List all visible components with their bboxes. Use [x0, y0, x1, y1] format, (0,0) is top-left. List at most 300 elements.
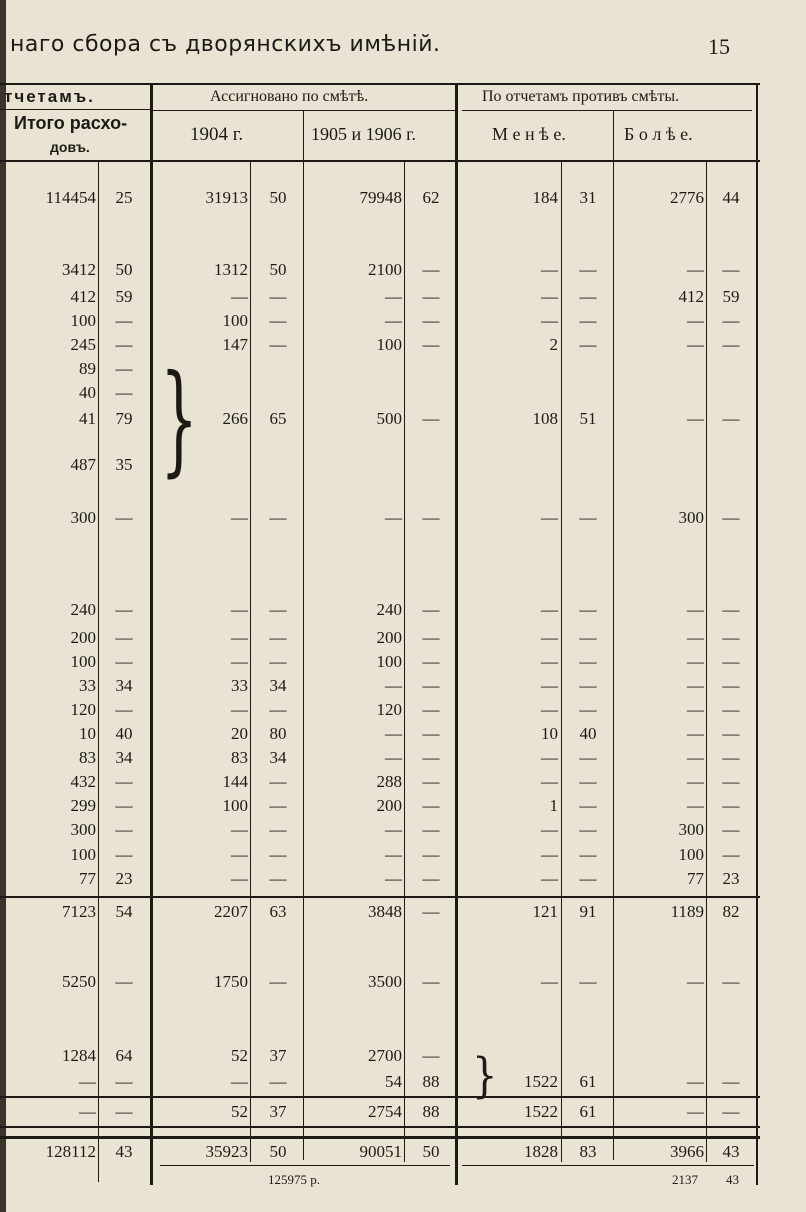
- cell-a: 1284: [62, 1046, 96, 1065]
- cell-c: 1312: [214, 260, 248, 279]
- cell-c: —: [231, 628, 248, 647]
- cell-g: 10: [541, 724, 558, 743]
- assign-total: 125975 р.: [268, 1172, 320, 1187]
- cell-e: 500: [376, 409, 402, 428]
- cell-g: —: [541, 652, 558, 671]
- cell-h: —: [579, 796, 597, 815]
- cell-c: 83: [231, 748, 248, 767]
- cell-e: —: [385, 287, 402, 306]
- cell-c: 266: [222, 409, 248, 428]
- cell-a: 40: [79, 383, 96, 402]
- cell-g: —: [541, 700, 558, 719]
- cell-h: 31: [579, 188, 597, 207]
- cell-h: —: [579, 700, 597, 719]
- table-row: [0, 258, 806, 282]
- table-row: [0, 626, 806, 650]
- table-row: [0, 357, 806, 381]
- group-rule: [0, 1096, 760, 1098]
- cell-d: —: [269, 508, 287, 527]
- cell-j: —: [722, 724, 740, 743]
- table-row: [0, 867, 806, 891]
- cell-c: 100: [222, 796, 248, 815]
- cell-b: —: [115, 700, 133, 719]
- cell-j: —: [722, 260, 740, 279]
- cell-i: 3966: [670, 1142, 704, 1161]
- cell-i: —: [687, 311, 704, 330]
- cell-d: 37: [269, 1046, 287, 1065]
- cell-j: 23: [722, 869, 740, 888]
- cell-b: 34: [115, 676, 133, 695]
- cell-f: —: [422, 628, 440, 647]
- cell-g: —: [541, 287, 558, 306]
- cell-c: —: [231, 845, 248, 864]
- col-header-1905: 1905 и 1906 г.: [311, 124, 416, 144]
- cell-f: —: [422, 676, 440, 695]
- table-row: [0, 770, 806, 794]
- cell-f: —: [422, 820, 440, 839]
- cell-j: —: [722, 676, 740, 695]
- bole-total-rule: [462, 1165, 754, 1166]
- cell-d: 34: [269, 676, 287, 695]
- cell-c: —: [231, 820, 248, 839]
- cell-g: 108: [532, 409, 558, 428]
- table-row: [0, 650, 806, 674]
- cell-a: 432: [70, 772, 96, 791]
- cell-e: —: [385, 508, 402, 527]
- cell-a: —: [79, 1102, 96, 1121]
- cell-e: 240: [376, 600, 402, 619]
- cell-h: —: [579, 972, 597, 991]
- table-row: [0, 598, 806, 622]
- cell-d: —: [269, 600, 287, 619]
- cell-c: 20: [231, 724, 248, 743]
- cell-d: —: [269, 845, 287, 864]
- cell-b: 43: [115, 1142, 133, 1161]
- brace-group-2: }: [472, 1048, 498, 1104]
- cell-f: —: [422, 600, 440, 619]
- cell-f: —: [422, 311, 440, 330]
- cell-e: 200: [376, 796, 402, 815]
- cell-f: —: [422, 972, 440, 991]
- cell-a: 10: [79, 724, 96, 743]
- cell-e: 100: [376, 652, 402, 671]
- cell-h: 40: [579, 724, 597, 743]
- cell-d: 50: [269, 260, 287, 279]
- cell-a: 100: [70, 652, 96, 671]
- cell-d: —: [269, 796, 287, 815]
- cell-a: 41: [79, 409, 96, 428]
- cell-h: 61: [579, 1072, 597, 1091]
- cell-e: 3848: [368, 902, 402, 921]
- cell-e: —: [385, 311, 402, 330]
- cell-j: —: [722, 628, 740, 647]
- cell-j: —: [722, 772, 740, 791]
- cell-b: —: [115, 311, 133, 330]
- cell-h: —: [579, 748, 597, 767]
- table-row: [0, 333, 806, 357]
- header-top-rule: [0, 83, 760, 85]
- cell-j: —: [722, 600, 740, 619]
- cell-b: —: [115, 820, 133, 839]
- cell-f: 62: [422, 188, 440, 207]
- cell-d: —: [269, 972, 287, 991]
- cell-g: —: [541, 772, 558, 791]
- cell-c: 1750: [214, 972, 248, 991]
- cell-h: —: [579, 772, 597, 791]
- cell-j: —: [722, 700, 740, 719]
- cell-c: 144: [222, 772, 248, 791]
- cell-a: 33: [79, 676, 96, 695]
- cell-c: 52: [231, 1046, 248, 1065]
- cell-e: 288: [376, 772, 402, 791]
- cell-j: —: [722, 409, 740, 428]
- cell-c: —: [231, 700, 248, 719]
- cell-c: 147: [222, 335, 248, 354]
- brace-group-1: }: [160, 350, 199, 490]
- table-row: [0, 186, 806, 210]
- table-row: [0, 285, 806, 309]
- cell-g: —: [541, 508, 558, 527]
- cell-c: 31913: [205, 188, 248, 207]
- cell-b: —: [115, 628, 133, 647]
- cell-h: —: [579, 845, 597, 864]
- cell-d: —: [269, 628, 287, 647]
- cell-j: —: [722, 311, 740, 330]
- cell-c: 35923: [205, 1142, 248, 1161]
- cell-d: —: [269, 869, 287, 888]
- cell-b: —: [115, 1072, 133, 1091]
- table-row: [0, 1100, 806, 1124]
- col-header-1904: 1904 г.: [190, 124, 244, 145]
- cell-i: —: [687, 700, 704, 719]
- table-row: [0, 674, 806, 698]
- cell-a: 120: [70, 700, 96, 719]
- cell-g: —: [541, 845, 558, 864]
- cell-c: —: [231, 600, 248, 619]
- header-mid-rule-assign: [152, 110, 456, 111]
- cell-i: 412: [678, 287, 704, 306]
- cell-a: 200: [70, 628, 96, 647]
- cell-d: 65: [269, 409, 287, 428]
- cell-f: 50: [422, 1142, 440, 1161]
- cell-d: —: [269, 652, 287, 671]
- cell-i: —: [687, 796, 704, 815]
- cell-e: —: [385, 845, 402, 864]
- table-row: [0, 1140, 806, 1164]
- cell-e: 2754: [368, 1102, 402, 1121]
- cell-b: 40: [115, 724, 133, 743]
- cell-a: 114454: [45, 188, 96, 207]
- cell-e: —: [385, 676, 402, 695]
- cell-a: 245: [70, 335, 96, 354]
- table-row: [0, 843, 806, 867]
- bole-total-a: 2137: [672, 1172, 698, 1187]
- cell-e: —: [385, 820, 402, 839]
- table-row: [0, 1044, 806, 1068]
- cell-i: —: [687, 409, 704, 428]
- cell-f: —: [422, 260, 440, 279]
- cell-i: —: [687, 748, 704, 767]
- cell-j: —: [722, 845, 740, 864]
- cell-a: 300: [70, 508, 96, 527]
- cell-c: 33: [231, 676, 248, 695]
- cell-i: —: [687, 335, 704, 354]
- cell-d: —: [269, 772, 287, 791]
- cell-b: 25: [115, 188, 133, 207]
- cell-h: 83: [579, 1142, 597, 1161]
- bole-total-b: 43: [726, 1172, 739, 1187]
- col-header-bole: Б о л ѣ е.: [624, 124, 693, 144]
- cell-j: —: [722, 820, 740, 839]
- cell-e: —: [385, 748, 402, 767]
- cell-f: —: [422, 1046, 440, 1065]
- cell-h: —: [579, 628, 597, 647]
- total-rule-double: [0, 1136, 760, 1139]
- cell-f: —: [422, 335, 440, 354]
- cell-i: —: [687, 1102, 704, 1121]
- cell-i: 1189: [670, 902, 704, 921]
- table-row: [0, 698, 806, 722]
- cell-i: 77: [687, 869, 704, 888]
- cell-d: —: [269, 335, 287, 354]
- cell-f: 88: [422, 1072, 440, 1091]
- cell-b: —: [115, 772, 133, 791]
- cell-b: —: [115, 508, 133, 527]
- cell-d: —: [269, 311, 287, 330]
- table-row: [0, 970, 806, 994]
- cell-e: 120: [376, 700, 402, 719]
- cell-h: —: [579, 260, 597, 279]
- cell-i: —: [687, 600, 704, 619]
- cell-j: 43: [722, 1142, 740, 1161]
- cell-f: 88: [422, 1102, 440, 1121]
- cell-b: —: [115, 600, 133, 619]
- cell-b: 50: [115, 260, 133, 279]
- cell-h: —: [579, 652, 597, 671]
- cell-d: —: [269, 287, 287, 306]
- cell-d: 63: [269, 902, 287, 921]
- cell-a: 487: [70, 455, 96, 474]
- cell-g: —: [541, 748, 558, 767]
- cell-d: —: [269, 700, 287, 719]
- cell-h: —: [579, 287, 597, 306]
- cell-i: —: [687, 972, 704, 991]
- cell-i: —: [687, 772, 704, 791]
- cell-c: —: [231, 869, 248, 888]
- subtotal-rule: [0, 896, 760, 898]
- cell-f: —: [422, 772, 440, 791]
- cell-c: —: [231, 508, 248, 527]
- cell-f: —: [422, 508, 440, 527]
- cell-b: 54: [115, 902, 133, 921]
- cell-b: —: [115, 845, 133, 864]
- cell-a: 128112: [45, 1142, 96, 1161]
- cell-g: —: [541, 676, 558, 695]
- cell-f: —: [422, 409, 440, 428]
- cell-h: —: [579, 600, 597, 619]
- cell-e: 2700: [368, 1046, 402, 1065]
- table-row: [0, 381, 806, 405]
- table-row: [0, 746, 806, 770]
- cell-b: 59: [115, 287, 133, 306]
- assign-total-rule: [160, 1165, 450, 1166]
- cell-h: —: [579, 869, 597, 888]
- cell-g: —: [541, 600, 558, 619]
- cell-h: —: [579, 508, 597, 527]
- cell-c: —: [231, 652, 248, 671]
- cell-a: 77: [79, 869, 96, 888]
- cell-a: —: [79, 1072, 96, 1091]
- cell-d: —: [269, 1072, 287, 1091]
- cell-e: 3500: [368, 972, 402, 991]
- cell-g: 1522: [524, 1072, 558, 1091]
- table-row: [0, 407, 806, 431]
- cell-f: —: [422, 748, 440, 767]
- cell-f: —: [422, 796, 440, 815]
- cell-i: —: [687, 628, 704, 647]
- cell-b: —: [115, 383, 133, 402]
- cell-b: 64: [115, 1046, 133, 1065]
- cell-e: 54: [385, 1072, 402, 1091]
- cell-d: 34: [269, 748, 287, 767]
- cell-h: 61: [579, 1102, 597, 1121]
- cell-i: 2776: [670, 188, 704, 207]
- table-row: [0, 900, 806, 924]
- table-row: [0, 818, 806, 842]
- cell-e: 79948: [359, 188, 402, 207]
- cell-d: —: [269, 820, 287, 839]
- cell-e: —: [385, 869, 402, 888]
- cell-b: —: [115, 359, 133, 378]
- cell-a: 240: [70, 600, 96, 619]
- cell-f: —: [422, 652, 440, 671]
- cell-b: —: [115, 652, 133, 671]
- cell-f: —: [422, 902, 440, 921]
- cell-c: 2207: [214, 902, 248, 921]
- cell-i: —: [687, 1072, 704, 1091]
- cell-g: 1828: [524, 1142, 558, 1161]
- table-row: [0, 722, 806, 746]
- cell-d: 50: [269, 1142, 287, 1161]
- col-header-itogo: Итого расхо-: [14, 113, 128, 133]
- cell-g: 121: [532, 902, 558, 921]
- cell-c: 52: [231, 1102, 248, 1121]
- cell-f: —: [422, 869, 440, 888]
- page-number: 15: [708, 34, 730, 59]
- cell-e: —: [385, 724, 402, 743]
- cell-g: 2: [549, 335, 558, 354]
- cell-i: —: [687, 724, 704, 743]
- header-bottom-rule: [0, 160, 760, 162]
- table-row: [0, 453, 806, 477]
- cell-i: —: [687, 260, 704, 279]
- col-header-assign: Ассигновано по смѣтѣ.: [210, 88, 369, 105]
- cell-e: 100: [376, 335, 402, 354]
- cell-i: 100: [678, 845, 704, 864]
- cell-f: —: [422, 287, 440, 306]
- cell-g: —: [541, 628, 558, 647]
- cell-j: —: [722, 335, 740, 354]
- cell-d: 80: [269, 724, 287, 743]
- cell-b: —: [115, 796, 133, 815]
- cell-g: —: [541, 311, 558, 330]
- header-mid-rule-left: [0, 109, 150, 110]
- cell-g: —: [541, 972, 558, 991]
- cell-a: 83: [79, 748, 96, 767]
- cell-g: 1: [549, 796, 558, 815]
- col-header-otchetam: тчетамъ.: [4, 87, 95, 106]
- table-row: [0, 506, 806, 530]
- table-row: [0, 1070, 806, 1094]
- cell-a: 89: [79, 359, 96, 378]
- cell-a: 412: [70, 287, 96, 306]
- cell-e: 200: [376, 628, 402, 647]
- cell-h: —: [579, 820, 597, 839]
- cell-e: 2100: [368, 260, 402, 279]
- cell-h: —: [579, 335, 597, 354]
- cell-g: 184: [532, 188, 558, 207]
- col-header-protiv: По отчетамъ противъ смѣты.: [482, 88, 680, 105]
- page-title: наго сбора съ дворянскихъ имѣній.: [10, 32, 441, 57]
- cell-j: —: [722, 748, 740, 767]
- cell-b: 34: [115, 748, 133, 767]
- cell-i: 300: [678, 820, 704, 839]
- cell-f: —: [422, 700, 440, 719]
- col-header-itogo-2: довъ.: [50, 139, 90, 155]
- cell-j: —: [722, 972, 740, 991]
- cell-g: —: [541, 260, 558, 279]
- col-header-mene: М е н ѣ е.: [492, 124, 566, 144]
- cell-d: 50: [269, 188, 287, 207]
- total-rule-top: [0, 1126, 760, 1128]
- cell-g: —: [541, 820, 558, 839]
- cell-b: 79: [115, 409, 133, 428]
- cell-f: —: [422, 724, 440, 743]
- cell-b: 35: [115, 455, 133, 474]
- cell-j: 82: [722, 902, 740, 921]
- cell-c: 100: [222, 311, 248, 330]
- cell-a: 300: [70, 820, 96, 839]
- cell-a: 299: [70, 796, 96, 815]
- cell-j: 44: [722, 188, 740, 207]
- table-row: [0, 794, 806, 818]
- cell-j: 59: [722, 287, 740, 306]
- cell-j: —: [722, 796, 740, 815]
- cell-b: —: [115, 335, 133, 354]
- cell-i: —: [687, 652, 704, 671]
- cell-c: —: [231, 1072, 248, 1091]
- cell-b: —: [115, 972, 133, 991]
- cell-j: —: [722, 1072, 740, 1091]
- cell-j: —: [722, 652, 740, 671]
- cell-f: —: [422, 845, 440, 864]
- cell-j: —: [722, 1102, 740, 1121]
- cell-c: —: [231, 287, 248, 306]
- cell-a: 100: [70, 311, 96, 330]
- header-mid-rule-protiv: [462, 110, 752, 111]
- cell-h: 91: [579, 902, 597, 921]
- cell-a: 100: [70, 845, 96, 864]
- cell-e: 90051: [359, 1142, 402, 1161]
- cell-i: —: [687, 676, 704, 695]
- cell-g: —: [541, 869, 558, 888]
- cell-a: 3412: [62, 260, 96, 279]
- cell-d: 37: [269, 1102, 287, 1121]
- cell-i: 300: [678, 508, 704, 527]
- cell-b: 23: [115, 869, 133, 888]
- cell-a: 7123: [62, 902, 96, 921]
- cell-h: —: [579, 311, 597, 330]
